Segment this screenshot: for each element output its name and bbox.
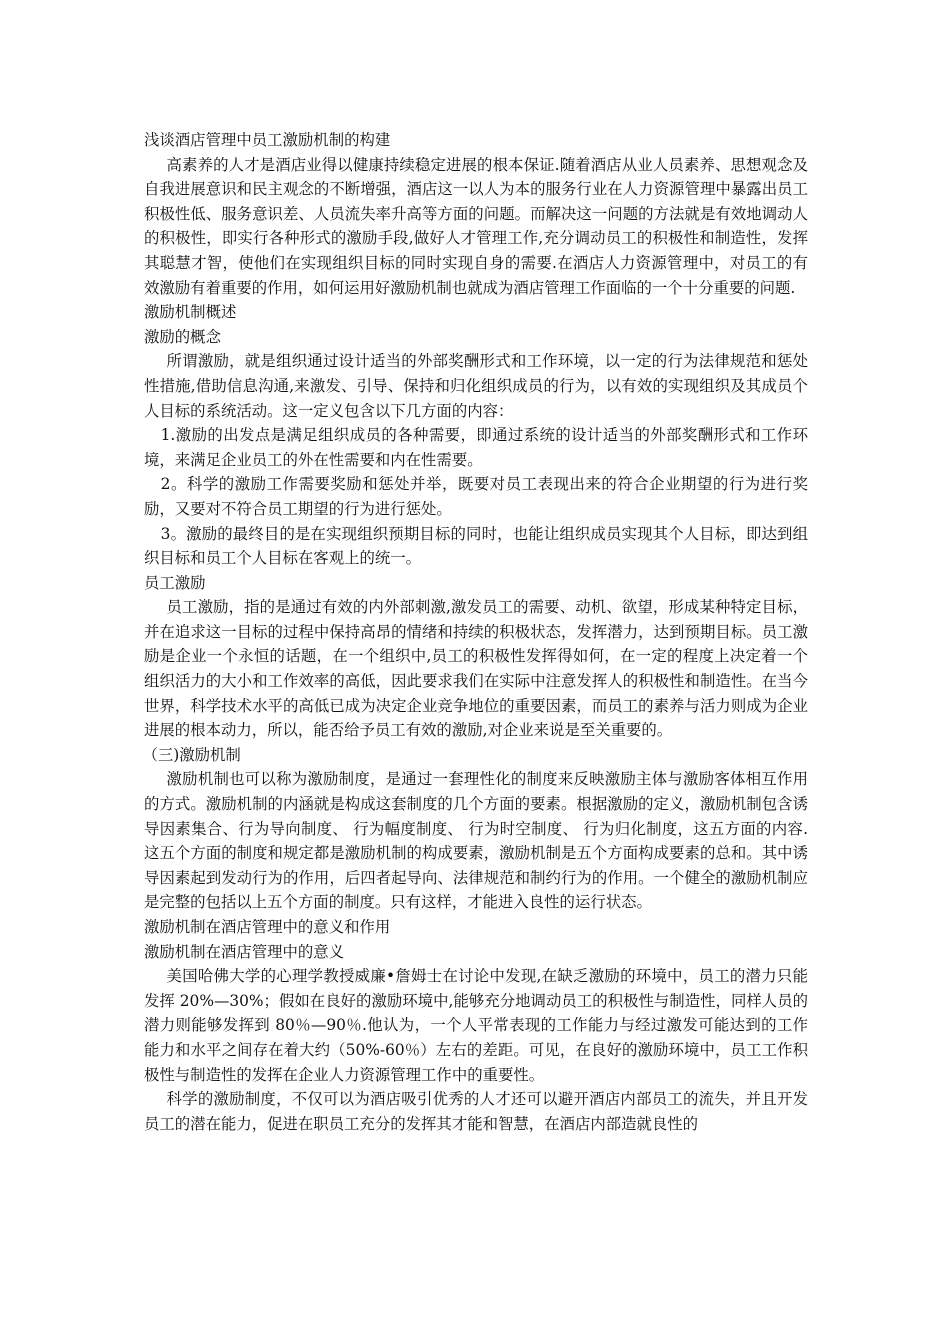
- concept-list-item-2: 2。科学的激励工作需要奖励和惩处并举，既要对员工表现出来的符合企业期望的行为进行奖励，又要对不符合员工期望的行为进行惩处。: [144, 475, 808, 518]
- subsection-heading-significance: 激励机制在酒店管理中的意义: [144, 942, 345, 961]
- subsection-heading-employee-motivation: 员工激励: [144, 573, 206, 592]
- concept-paragraph: 所谓激励，就是组织通过设计适当的外部奖酬形式和工作环境，以一定的行为法律规范和惩处性措施,借助信息沟通,来激发、引导、保持和归化组织成员的行为，以有效的实现组织及其成员个人目标的系统活动。这一定义包含以下几方面的内容：: [144, 352, 808, 420]
- subsection-heading-concept: 激励的概念: [144, 327, 221, 346]
- subsection-heading-mechanism: （三)激励机制: [142, 745, 241, 764]
- section-heading-significance: 激励机制在酒店管理中的意义和作用: [144, 918, 391, 936]
- significance-paragraph-1: 美国哈佛大学的心理学教授威廉•詹姆士在讨论中发现,在缺乏激励的环境中，员工的潜力只能发挥 20%—30%；假如在良好的激励环境中,能够充分地调动员工的积极性与制造性，同样人员的潜力则能够发挥到 80％—90％.他认为，一个人平常表现的工作能力与经过激发可能达到的工作能力和水平之间存在着大约（50%-60％）左右的差距。可见，在良好的激励环境中，员工工作积极性与制造性的发挥在企业人力资源管理工作中的重要性。: [144, 967, 808, 1084]
- document-title: 浅谈酒店管理中员工激励机制的构建: [144, 131, 391, 149]
- mechanism-paragraph: 激励机制也可以称为激励制度，是通过一套理性化的制度来反映激励主体与激励客体相互作用的方式。激励机制的内涵就是构成这套制度的几个方面的要素。根据激励的定义，激励机制包含诱导因素集合、行为导向制度、 行为幅度制度、 行为时空制度、 行为归化制度，这五方面的内容.这五个方面的制度和规定都是激励机制的构成要素，激励机制是五个方面构成要素的总和。其中诱导因素起到发动行为的作用，后四者起导向、法律规范和制约行为的作用。一个健全的激励机制应是完整的包括以上五个方面的制度。只有这样，才能进入良性的运行状态。: [144, 770, 808, 912]
- section-heading-overview: 激励机制概述: [144, 303, 237, 322]
- significance-paragraph-2: 科学的激励制度，不仅可以为酒店吸引优秀的人才还可以避开酒店内部员工的流失，并且开发员工的潜在能力，促进在职员工充分的发挥其才能和智慧，在酒店内部造就良性的: [144, 1090, 808, 1133]
- employee-motivation-paragraph: 员工激励，指的是通过有效的内外部刺激,激发员工的需要、动机、欲望，形成某种特定目标，并在追求这一目标的过程中保持高昂的情绪和持续的积极状态，发挥潜力，达到预期目标。员工激励是企业一个永恒的话题，在一个组织中,员工的积极性发挥得如何，在一定的程度上决定着一个组织活力的大小和工作效率的高低，因此要求我们在实际中注意发挥人的积极性和制造性。在当今世界，科学技术水平的高低已成为决定企业竞争地位的重要因素，而员工的素养与活力则成为企业进展的根本动力，所以，能否给予员工有效的激励,对企业来说是至关重要的。: [144, 598, 808, 740]
- intro-paragraph: 高素养的人才是酒店业得以健康持续稳定进展的根本保证.随着酒店从业人员素养、思想观念及自我进展意识和民主观念的不断增强，酒店这一以人为本的服务行业在人力资源管理中暴露出员工积极性低、服务意识差、人员流失率升高等方面的问题。而解决这一问题的方法就是有效地调动人的积极性，即实行各种形式的激励手段,做好人才管理工作,充分调动员工的积极性和制造性，发挥其聪慧才智，使他们在实现组织目标的同时实现自身的需要.在酒店人力资源管理中，对员工的有效激励有着重要的作用，如何运用好激励机制也就成为酒店管理工作面临的一个十分重要的问题.: [144, 155, 808, 297]
- concept-list-item-3: 3。激励的最终目的是在实现组织预期目标的同时，也能让组织成员实现其个人目标，即达到组织目标和员工个人目标在客观上的统一。: [144, 524, 808, 568]
- document-page: [144, 128, 808, 1136]
- concept-list-item-1: 1.激励的出发点是满足组织成员的各种需要，即通过系统的设计适当的外部奖酬形式和工作环境，来满足企业员工的外在性需要和内在性需要。: [144, 426, 808, 469]
